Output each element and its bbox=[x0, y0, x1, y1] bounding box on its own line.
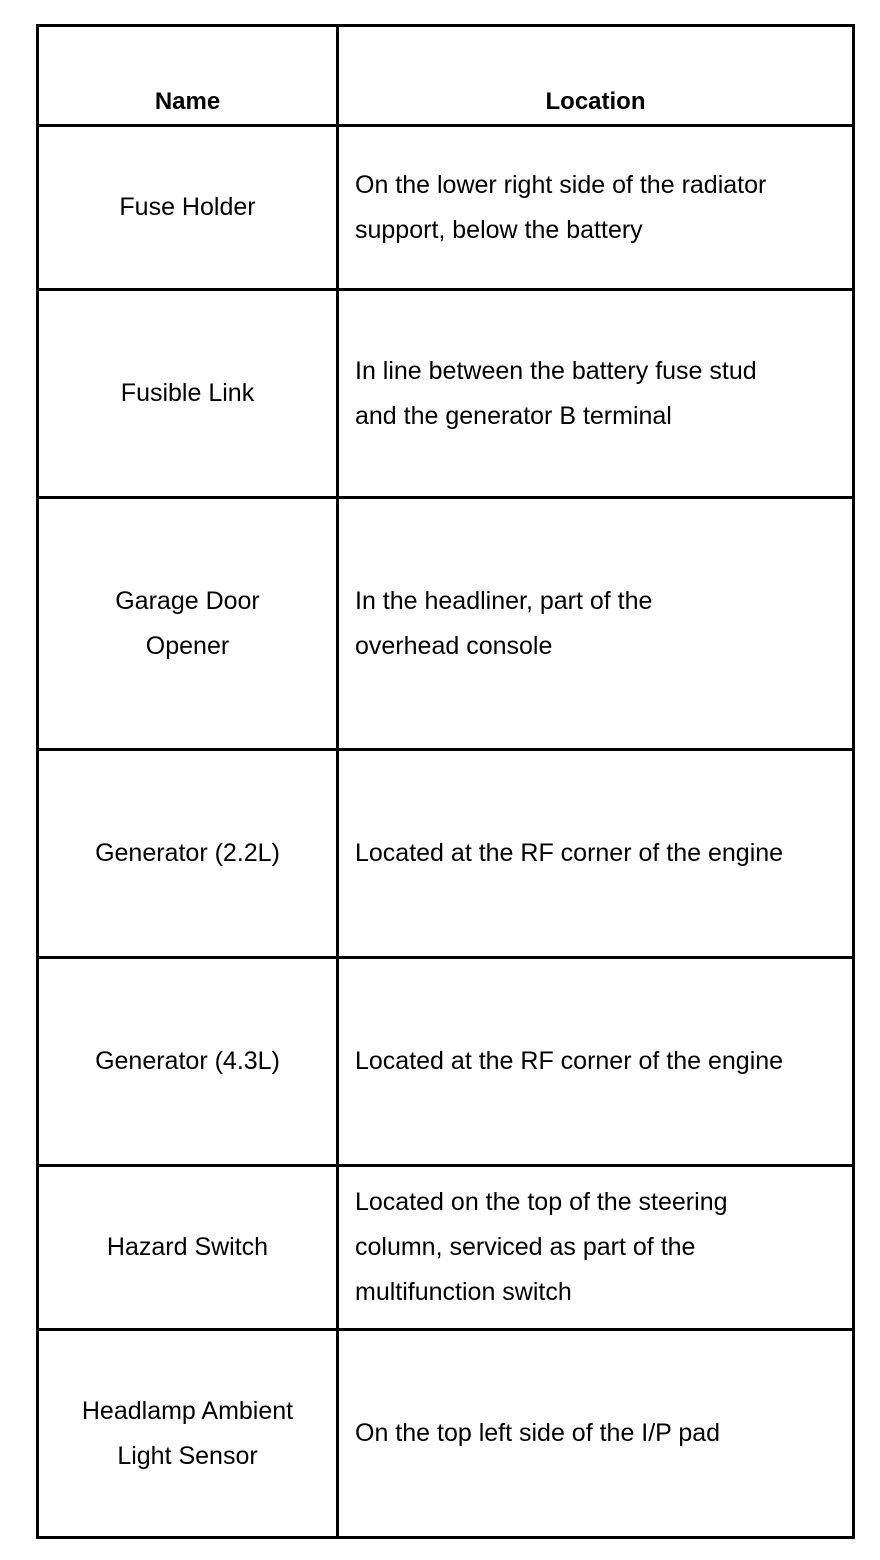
row-location bbox=[338, 290, 854, 498]
table-row bbox=[38, 290, 854, 498]
header-location: Location bbox=[338, 26, 854, 126]
row-name bbox=[38, 498, 338, 750]
table-row bbox=[38, 1166, 854, 1330]
row-name-text: Garage Door Opener bbox=[115, 586, 260, 660]
row-location-text: Located at the RF corner of the engine bbox=[355, 839, 784, 867]
row-location-text: On the lower right side of the radiator support, below the battery bbox=[355, 170, 767, 244]
row-location-text: In the headliner, part of the overhead console bbox=[355, 586, 653, 660]
row-location bbox=[338, 498, 854, 750]
row-location-text: Located at the RF corner of the engine bbox=[355, 1047, 784, 1075]
row-name: Generator (2.2L) bbox=[38, 750, 338, 958]
table-row bbox=[38, 958, 854, 1166]
row-location bbox=[338, 1166, 854, 1330]
row-location bbox=[338, 1330, 854, 1538]
component-location-table bbox=[36, 24, 855, 1539]
row-location-text: Located on the top of the steering column, serviced as part of the multifunction switch bbox=[355, 1188, 728, 1306]
row-location bbox=[338, 750, 854, 958]
table-row bbox=[38, 126, 854, 290]
table-row bbox=[38, 1330, 854, 1538]
table-row bbox=[38, 750, 854, 958]
header-name: Name bbox=[38, 26, 338, 126]
row-name: Generator (4.3L) bbox=[38, 958, 338, 1166]
row-name-text: Headlamp Ambient Light Sensor bbox=[81, 1396, 294, 1470]
row-name: Fusible Link bbox=[38, 290, 338, 498]
table-row bbox=[38, 498, 854, 750]
row-name: Fuse Holder bbox=[38, 126, 338, 290]
row-location-text: In line between the battery fuse stud and the generator B terminal bbox=[355, 356, 757, 430]
row-location-text: On the top left side of the I/P pad bbox=[355, 1419, 721, 1447]
row-location bbox=[338, 958, 854, 1166]
row-name bbox=[38, 1330, 338, 1538]
row-name: Hazard Switch bbox=[38, 1166, 338, 1330]
table-header-row bbox=[38, 26, 854, 126]
row-location bbox=[338, 126, 854, 290]
